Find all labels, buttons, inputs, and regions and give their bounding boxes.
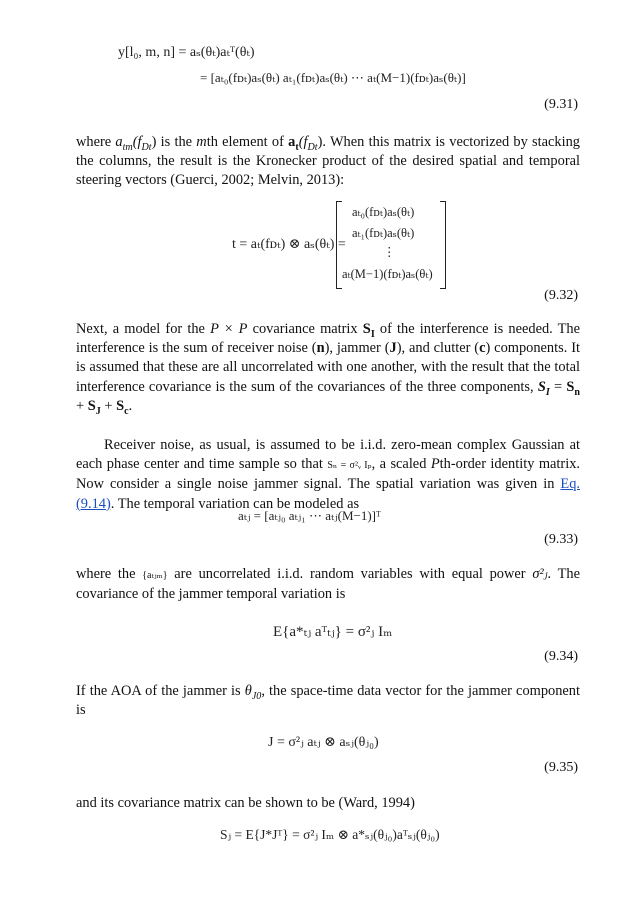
equation-9-34: E{a*ₜⱼ aᵀₜⱼ} = σ²ⱼ Iₘ	[273, 624, 393, 640]
equation-number-9-33: (9.33)	[544, 532, 578, 547]
equation-9-14-link[interactable]: Eq. (9.14)	[76, 476, 580, 512]
equation-9-31-line1: y[l₀, m, n] = aₛ(θₜ)aₜᵀ(θₜ)	[118, 45, 255, 60]
paragraph-jammer-variables: where the {aₜⱼₘ} are uncorrelated i.i.d. random variables with equal power σ²ⱼ. The covariance of the jammer temporal variation is	[76, 566, 581, 603]
matrix-right-bracket	[440, 201, 446, 289]
paragraph-interference-model: Next, a model for the P × P covariance matrix $S_I$ of the interference is needed. The interference is the sum of receiver noise (n), jammer (J), and clutter (c) components. It is assumed that these are all uncorrelated with one another, with the result that the total interference covariance is the sum of the covariances of the three components, $S_I = S_n + S_J + S_c$.	[76, 321, 581, 417]
paragraph-jammer-aoa: If the AOA of the jammer is $\theta_{J0}$, the space-time data vector for the jammer component is	[76, 683, 580, 719]
paragraph-kronecker: where $a_{tm}(f_{Dt})$ is the mth element of $a_t(f_{Dt})$. When this matrix is vectorized by stacking the columns, the result is the Kronecker product of the desired spatial and temporal steering vectors (Guerci, 2002; Melvin, 2013):	[76, 134, 581, 189]
equation-number-9-35: (9.35)	[544, 760, 578, 775]
equation-9-35: J = σ²ⱼ aₜⱼ ⊗ aₛⱼ(θⱼ₀)	[268, 735, 379, 750]
matrix-row-0: aₜ₀(fᴅₜ)aₛ(θₜ)	[352, 205, 415, 219]
paragraph-receiver-noise: Receiver noise, as usual, is assumed to be i.i.d. zero-mean complex Gaussian at each phase center and time sample so that Sₙ = σ²ᵥ Iₚ, a scaled Pth-order identity matrix. Now consider a single noise jammer signal. The spatial variation was given in Eq. (9.14). The temporal variation can be modeled as	[76, 437, 581, 512]
equation-jammer-covariance: Sⱼ = E{J*Jᵀ} = σ²ⱼ Iₘ ⊗ a*ₛⱼ(θⱼ₀)aᵀₛⱼ(θⱼ₀)	[220, 827, 440, 842]
equation-number-9-32: (9.32)	[544, 288, 578, 303]
equation-number-9-34: (9.34)	[544, 649, 578, 664]
equation-9-32-lhs: t = aₜ(fᴅₜ) ⊗ aₛ(θₜ) =	[232, 237, 346, 252]
paragraph-covariance-intro: and its covariance matrix can be shown to be (Ward, 1994)	[76, 795, 415, 811]
equation-number-9-31: (9.31)	[544, 97, 578, 112]
matrix-row-2: ⋮	[383, 245, 396, 259]
matrix-row-3: aₜ(M−1)(fᴅₜ)aₛ(θₜ)	[342, 267, 433, 281]
equation-9-31-line2: = [aₜ₀(fᴅₜ)aₛ(θₜ) aₜ₁(fᴅₜ)aₛ(θₜ) ⋯ aₜ(M−1)(fᴅₜ)aₛ(θₜ)]	[200, 70, 466, 85]
equation-9-33: aₜⱼ = [aₜⱼ₀ aₜⱼ₁ ⋯ aₜⱼ(M−1)]ᵀ	[238, 508, 381, 523]
matrix-row-1: aₜ₁(fᴅₜ)aₛ(θₜ)	[352, 226, 415, 240]
